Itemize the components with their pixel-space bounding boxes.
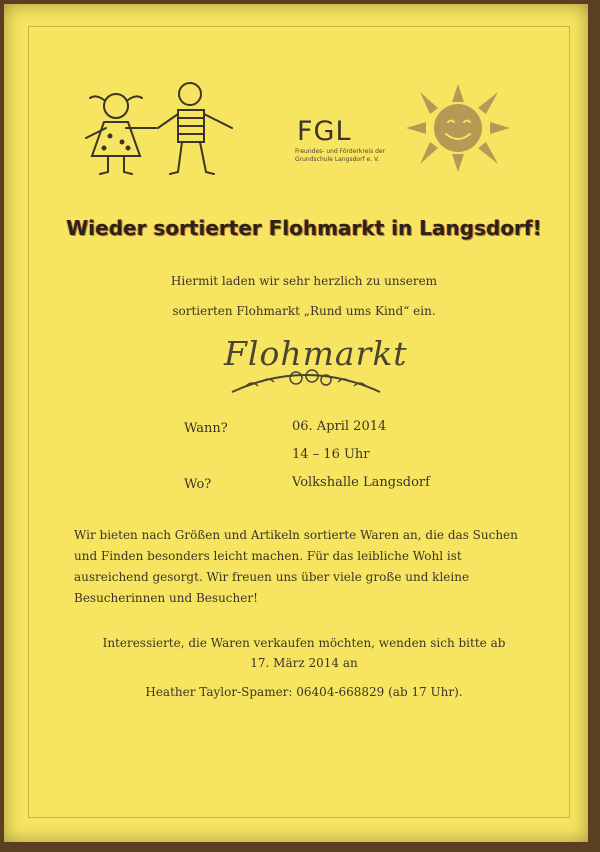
contact-line: Heather Taylor-Spamer: 06404-668829 (ab 17 Uhr). [145, 685, 463, 699]
description-line-3: ausreichend gesorgt. Wir freuen uns über viele große und kleine [74, 570, 470, 584]
event-time: 14 – 16 Uhr [292, 447, 370, 462]
sellers-line-2: 17. März 2014 an [250, 656, 358, 670]
fgl-subtitle: Freundes- und Förderkreis der Grundschule Langsdorf e. V. [295, 148, 386, 163]
description-line-4: Besucherinnen und Besucher! [74, 591, 258, 605]
fgl-logo: FGL [297, 116, 352, 147]
flower-garland-icon [226, 362, 386, 398]
description-line-2: und Finden besonders leicht machen. Für das leibliche Wohl ist [74, 549, 462, 563]
flohmarkt-lettering: Flohmarkt [224, 334, 408, 373]
intro-line-2: sortierten Flohmarkt „Rund ums Kind“ ein. [172, 304, 436, 318]
sun-icon [402, 80, 514, 176]
event-place: Volkshalle Langsdorf [292, 475, 430, 490]
description-paragraph [74, 525, 544, 609]
headline: Wieder sortierter Flohmarkt in Langsdorf! [66, 216, 542, 240]
sellers-line-1: Interessierte, die Waren verkaufen möchten, wenden sich bitte ab [102, 636, 506, 650]
children-illustration-icon [74, 78, 244, 182]
intro-line-1: Hiermit laden wir sehr herzlich zu unserem [170, 274, 438, 288]
event-date: 06. April 2014 [292, 419, 387, 434]
flyer-page [4, 4, 588, 842]
when-label: Wann? [184, 421, 228, 436]
where-label: Wo? [184, 477, 212, 492]
description-line-1: Wir bieten nach Größen und Artikeln sortierte Waren an, die das Suchen [74, 528, 518, 542]
